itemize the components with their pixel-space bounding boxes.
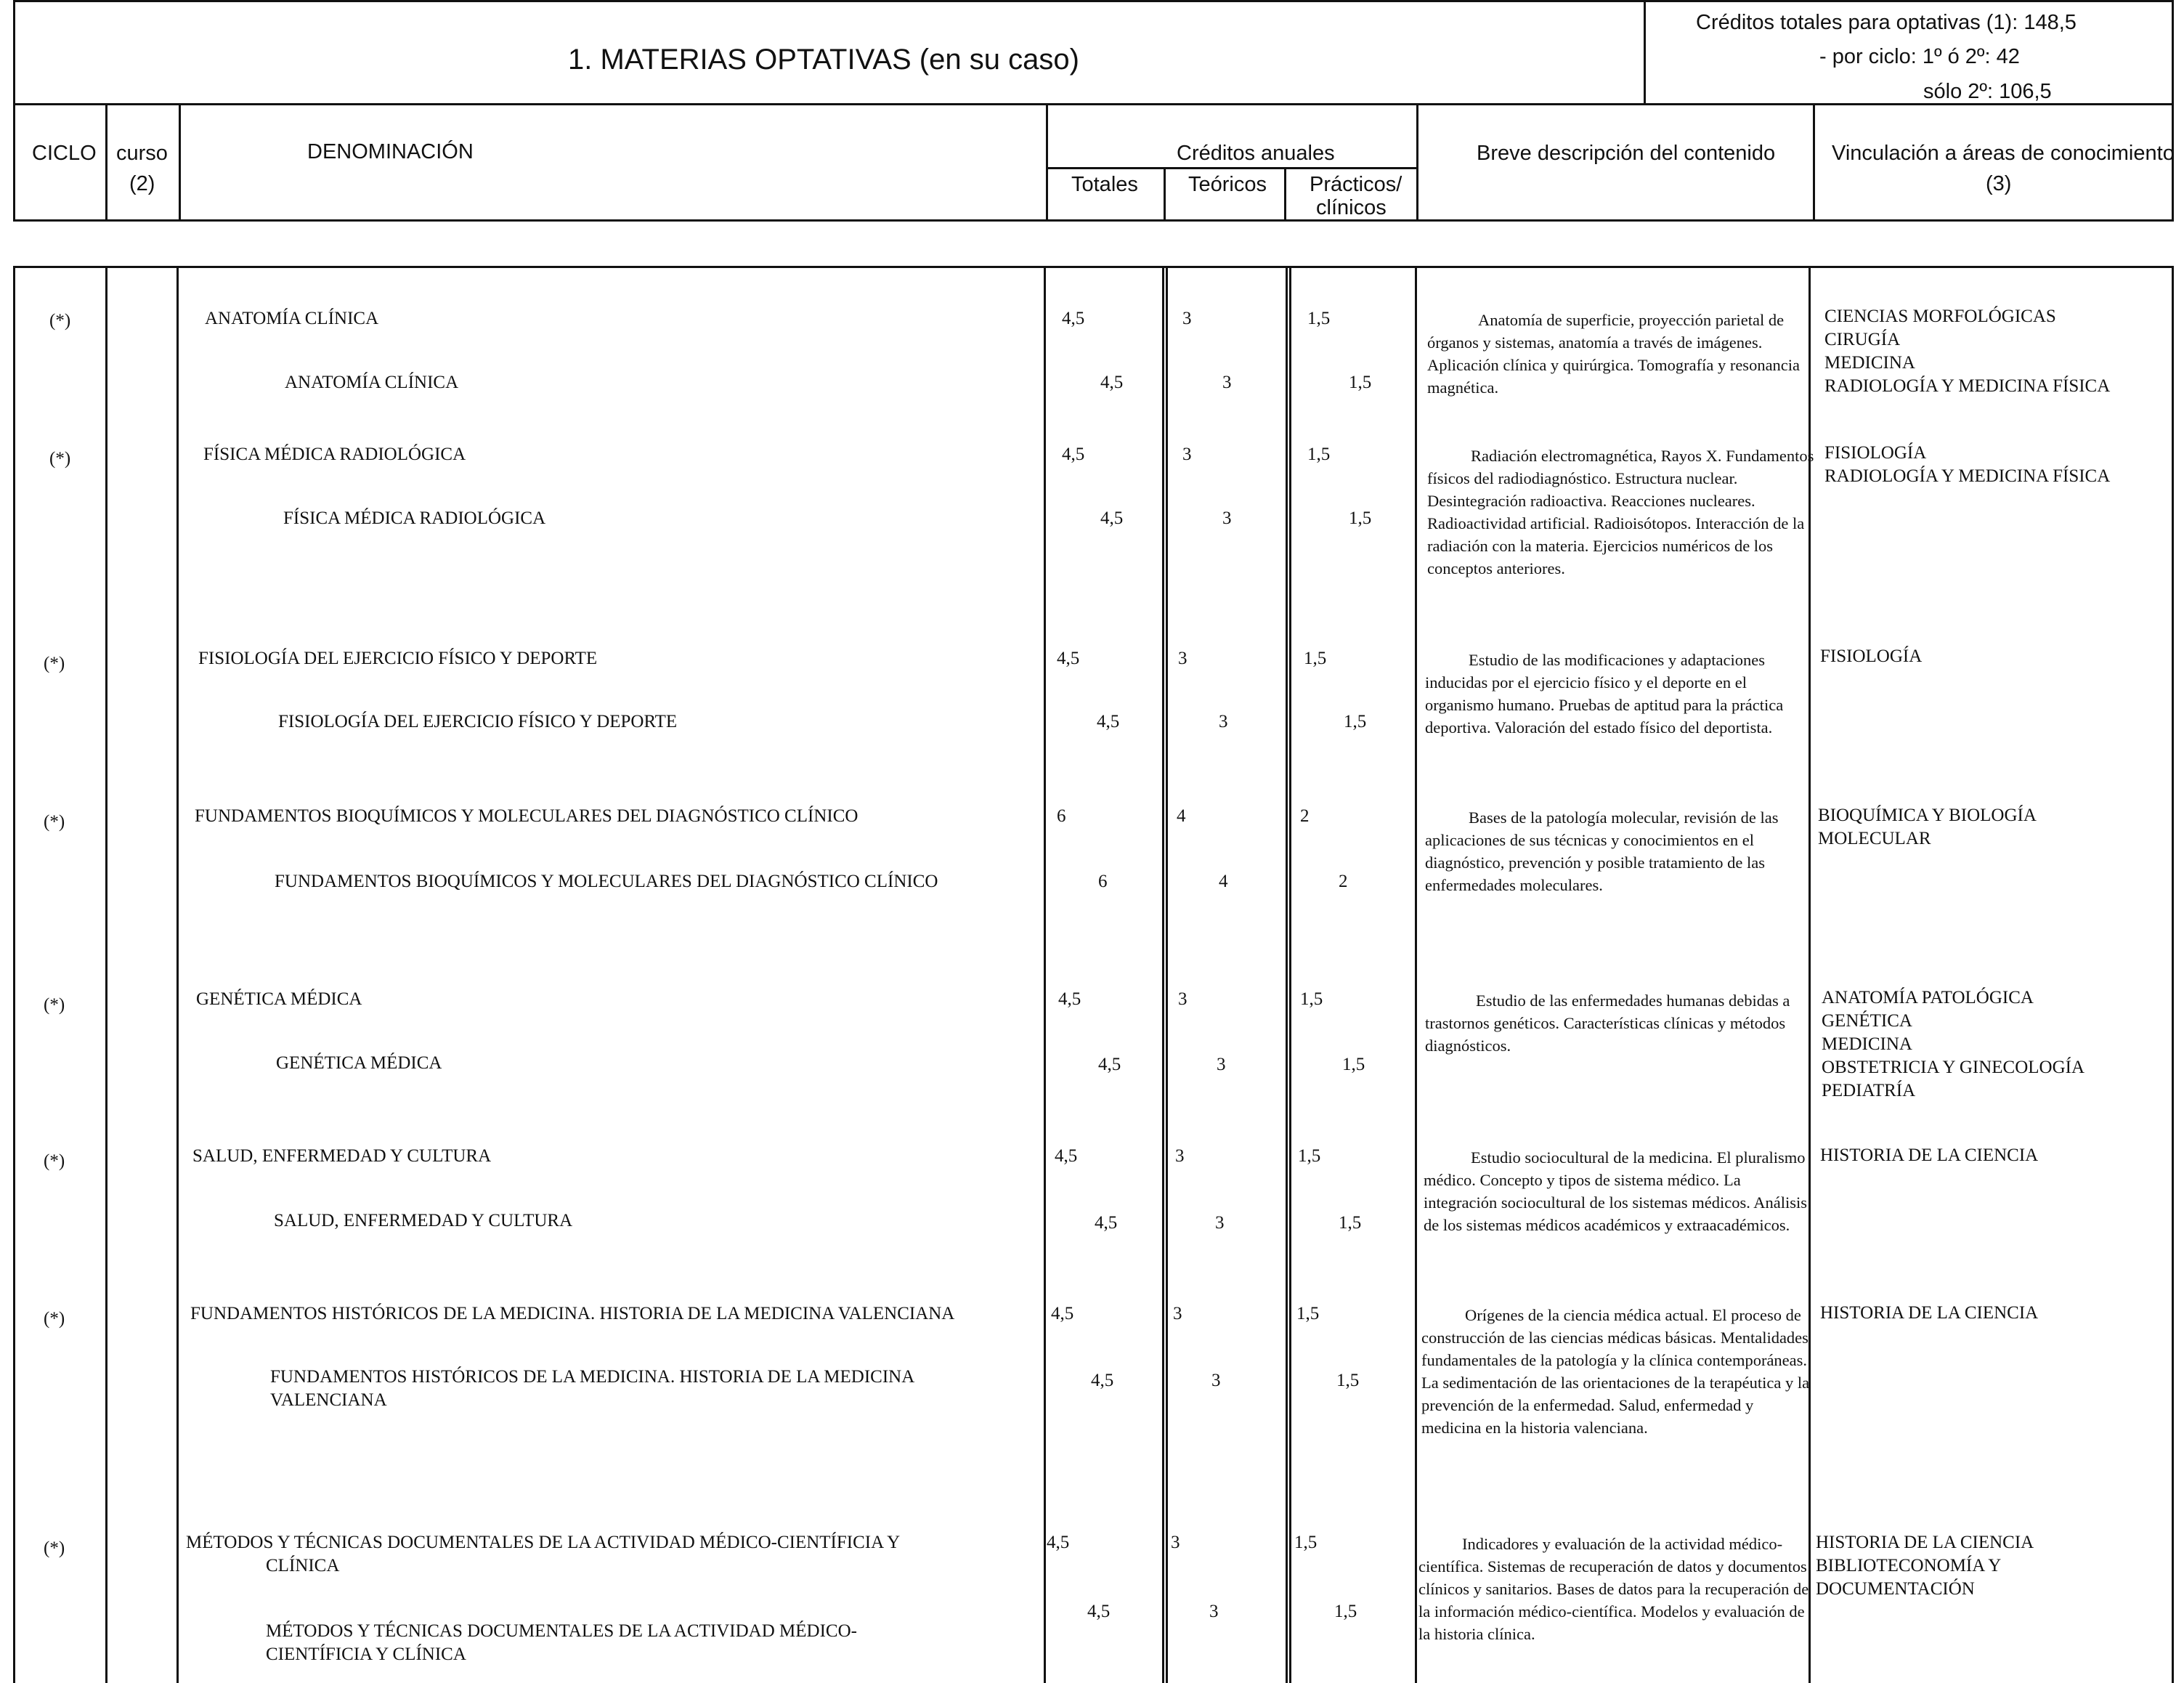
- row-name: FÍSICA MÉDICA RADIOLÓGICA: [203, 445, 466, 464]
- col-teoricos: Teóricos: [1188, 173, 1267, 196]
- area-item: HISTORIA DE LA CIENCIA: [1820, 1303, 2039, 1323]
- area-item: CIENCIAS MORFOLÓGICAS: [1824, 307, 2056, 326]
- row-practicos: 1,5: [1304, 649, 1327, 668]
- area-item: BIBLIOTECONOMÍA Y: [1816, 1556, 2002, 1575]
- col-creditos-anuales: Créditos anuales: [1177, 142, 1335, 165]
- row-description: Anatomía de superficie, proyección parietal de órganos y sistemas, anatomía a través de imágenes. Aplicación clínica y quirúrgica. Tomografía y resonancia magnética.: [1427, 311, 1801, 397]
- row-subname: GENÉTICA MÉDICA: [276, 1053, 442, 1073]
- col-ciclo: CICLO: [32, 142, 97, 165]
- row-practicos: 1,5: [1300, 989, 1323, 1009]
- row-sub-teoricos: 3: [1222, 373, 1232, 392]
- area-item: CIRUGÍA: [1824, 330, 1901, 349]
- area-item: MEDICINA: [1822, 1034, 1912, 1054]
- row-ciclo: (*): [44, 1538, 65, 1558]
- area-item: GENÉTICA: [1822, 1011, 1912, 1031]
- row-sub-practicos: 2: [1339, 872, 1348, 891]
- row-sub-totales: 4,5: [1097, 712, 1120, 731]
- row-teoricos: 3: [1178, 989, 1188, 1009]
- row-totales: 6: [1057, 806, 1066, 826]
- row-subname: SALUD, ENFERMEDAD Y CULTURA: [274, 1211, 573, 1230]
- row-teoricos: 3: [1171, 1533, 1180, 1552]
- area-item: HISTORIA DE LA CIENCIA: [1816, 1533, 2034, 1552]
- row-subname: FUNDAMENTOS HISTÓRICOS DE LA MEDICINA. HISTORIA DE LA MEDICINA: [270, 1367, 915, 1387]
- row-totales: 4,5: [1051, 1304, 1074, 1323]
- area-item: RADIOLOGÍA Y MEDICINA FÍSICA: [1824, 376, 2111, 396]
- row-ciclo: (*): [44, 812, 65, 832]
- row-totales: 4,5: [1062, 445, 1085, 464]
- row-name-2: CLÍNICA: [266, 1556, 340, 1575]
- row-sub-totales: 4,5: [1087, 1602, 1111, 1621]
- row-sub-practicos: 1,5: [1344, 712, 1367, 731]
- row-areas: [1822, 986, 2084, 1103]
- credits-total: Créditos totales para optativas (1): 148,5: [1696, 11, 2077, 34]
- row-teoricos: 4: [1177, 806, 1186, 826]
- row-name: MÉTODOS Y TÉCNICAS DOCUMENTALES DE LA ACTIVIDAD MÉDICO-CIENTÍFICIA Y: [186, 1533, 901, 1552]
- row-subname-2: VALENCIANA: [270, 1390, 387, 1410]
- row-sub-practicos: 1,5: [1334, 1602, 1357, 1621]
- row-ciclo: (*): [49, 311, 71, 330]
- row-subname-2: CIENTÍFICIA Y CLÍNICA: [266, 1645, 466, 1664]
- row-totales: 4,5: [1047, 1533, 1070, 1552]
- row-subname: FÍSICA MÉDICA RADIOLÓGICA: [283, 508, 546, 528]
- area-item: FISIOLOGÍA: [1820, 646, 1923, 666]
- row-subname: FISIOLOGÍA DEL EJERCICIO FÍSICO Y DEPORTE: [278, 712, 678, 731]
- credits-second: sólo 2º: 106,5: [1923, 80, 2052, 103]
- row-areas: [1824, 305, 2110, 398]
- row-practicos: 2: [1300, 806, 1310, 826]
- row-ciclo: (*): [44, 654, 65, 673]
- area-item: RADIOLOGÍA Y MEDICINA FÍSICA: [1824, 466, 2111, 486]
- row-sub-totales: 4,5: [1091, 1371, 1114, 1390]
- row-areas: [1824, 442, 2110, 488]
- row-ciclo: (*): [44, 995, 65, 1015]
- row-teoricos: 3: [1175, 1146, 1185, 1166]
- row-sub-totales: 6: [1098, 872, 1108, 891]
- row-sub-totales: 4,5: [1098, 1055, 1121, 1074]
- row-teoricos: 3: [1182, 309, 1192, 328]
- col-practicos: Prácticos/: [1310, 173, 1402, 196]
- row-sub-teoricos: 3: [1211, 1371, 1221, 1390]
- row-sub-totales: 4,5: [1100, 373, 1124, 392]
- col-denominacion: DENOMINACIÓN: [307, 140, 474, 163]
- row-name: SALUD, ENFERMEDAD Y CULTURA: [192, 1146, 492, 1166]
- col-totales: Totales: [1071, 173, 1138, 196]
- row-name: GENÉTICA MÉDICA: [196, 989, 362, 1009]
- area-item: PEDIATRÍA: [1822, 1081, 1916, 1100]
- row-sub-teoricos: 3: [1222, 508, 1232, 528]
- row-description: Estudio de las enfermedades humanas debidas a trastornos genéticos. Características clínicas y métodos diagnósticos.: [1425, 991, 1790, 1055]
- row-ciclo: (*): [49, 449, 71, 469]
- row-practicos: 1,5: [1307, 445, 1331, 464]
- row-subname: FUNDAMENTOS BIOQUÍMICOS Y MOLECULARES DEL DIAGNÓSTICO CLÍNICO: [275, 872, 938, 891]
- row-description: Orígenes de la ciencia médica actual. El proceso de construcción de las ciencias médicas básicas. Mentalidades fundamentales de la patología y la clínica contemporáneas. La sedimentación de las orientaciones de la terapéutica y la prevención de la enfermedad. Salud, enfermedad y medicina en la historia valenciana.: [1421, 1306, 1810, 1437]
- col-practicos-2: clínicos: [1316, 196, 1387, 219]
- row-totales: 4,5: [1062, 309, 1085, 328]
- row-subname: ANATOMÍA CLÍNICA: [285, 373, 459, 392]
- row-name: ANATOMÍA CLÍNICA: [205, 309, 379, 328]
- row-sub-practicos: 1,5: [1342, 1055, 1365, 1074]
- row-sub-teoricos: 3: [1209, 1602, 1219, 1621]
- row-ciclo: (*): [44, 1151, 65, 1171]
- col-descripcion: Breve descripción del contenido: [1477, 142, 1776, 165]
- row-areas: [1820, 1302, 2038, 1325]
- row-practicos: 1,5: [1307, 309, 1331, 328]
- row-practicos: 1,5: [1298, 1146, 1321, 1166]
- row-sub-totales: 4,5: [1095, 1213, 1118, 1233]
- row-description: Estudio de las modificaciones y adaptaciones inducidas por el ejercicio físico y el deporte en el organismo humano. Pruebas de aptitud para la práctica deportiva. Valoración del estado físico del deportista.: [1425, 651, 1784, 737]
- row-practicos: 1,5: [1294, 1533, 1318, 1552]
- row-description: Radiación electromagnética, Rayos X. Fundamentos físicos del radiodiagnóstico. Estructura nuclear. Desintegración radioactiva. Reacciones nucleares. Radioactividad artificial. Radioisótopos. Interacción de la radiación con la materia. Ejercicios numéricos de los conceptos anteriores.: [1427, 447, 1814, 577]
- row-practicos: 1,5: [1296, 1304, 1320, 1323]
- row-sub-teoricos: 3: [1219, 712, 1228, 731]
- row-sub-teoricos: 3: [1215, 1213, 1225, 1233]
- row-description: Indicadores y evaluación de la actividad médico-científica. Sistemas de recuperación de datos y documentos clínicos y sanitarios. Bases de datos para la recuperación de la información médico-científica. Modelos y evaluación de la historia clínica.: [1418, 1535, 1809, 1643]
- row-name: FUNDAMENTOS BIOQUÍMICOS Y MOLECULARES DEL DIAGNÓSTICO CLÍNICO: [195, 806, 858, 826]
- row-name: FUNDAMENTOS HISTÓRICOS DE LA MEDICINA. HISTORIA DE LA MEDICINA VALENCIANA: [190, 1304, 955, 1323]
- area-item: DOCUMENTACIÓN: [1816, 1579, 1975, 1599]
- area-item: OBSTETRICIA Y GINECOLOGÍA: [1822, 1058, 2085, 1077]
- row-areas: [1820, 1144, 2038, 1167]
- row-teoricos: 3: [1182, 445, 1192, 464]
- row-sub-practicos: 1,5: [1336, 1371, 1360, 1390]
- row-description: Estudio sociocultural de la medicina. El pluralismo médico. Concepto y tipos de sistema médico. La integración sociocultural de los sistemas médicos. Análisis de los sistemas médicos académicos y extraacadémicos.: [1424, 1148, 1808, 1234]
- row-description: Bases de la patología molecular, revisión de las aplicaciones de sus técnicas y conocimientos en el diagnóstico, prevención y posible tratamiento de las enfermedades moleculares.: [1425, 808, 1779, 894]
- row-teoricos: 3: [1173, 1304, 1182, 1323]
- col-vinculacion-note: (3): [1986, 172, 2012, 195]
- row-areas: [1820, 645, 1922, 668]
- row-sub-practicos: 1,5: [1339, 1213, 1362, 1233]
- row-totales: 4,5: [1058, 989, 1081, 1009]
- area-item: MOLECULAR: [1818, 829, 1931, 848]
- row-sub-practicos: 1,5: [1349, 373, 1372, 392]
- page-title: 1. MATERIAS OPTATIVAS (en su caso): [568, 44, 1079, 76]
- row-sub-teoricos: 4: [1219, 872, 1228, 891]
- row-name: FISIOLOGÍA DEL EJERCICIO FÍSICO Y DEPORTE: [198, 649, 598, 668]
- row-totales: 4,5: [1057, 649, 1080, 668]
- row-subname: MÉTODOS Y TÉCNICAS DOCUMENTALES DE LA ACTIVIDAD MÉDICO-: [266, 1621, 857, 1641]
- col-curso-note: (2): [129, 172, 155, 195]
- area-item: ANATOMÍA PATOLÓGICA: [1822, 988, 2034, 1007]
- row-sub-totales: 4,5: [1100, 508, 1124, 528]
- row-teoricos: 3: [1178, 649, 1188, 668]
- row-areas: [1818, 804, 2037, 851]
- row-sub-practicos: 1,5: [1349, 508, 1372, 528]
- col-curso: curso: [116, 142, 168, 165]
- area-item: BIOQUÍMICA Y BIOLOGÍA: [1818, 806, 2037, 825]
- credits-cycle: - por ciclo: 1º ó 2º: 42: [1819, 45, 2020, 68]
- row-sub-teoricos: 3: [1217, 1055, 1226, 1074]
- row-totales: 4,5: [1055, 1146, 1078, 1166]
- row-areas: [1816, 1531, 2034, 1601]
- area-item: FISIOLOGÍA: [1824, 443, 1927, 463]
- area-item: HISTORIA DE LA CIENCIA: [1820, 1145, 2039, 1165]
- col-vinculacion: Vinculación a áreas de conocimiento: [1832, 142, 2175, 165]
- area-item: MEDICINA: [1824, 353, 1915, 373]
- row-ciclo: (*): [44, 1309, 65, 1329]
